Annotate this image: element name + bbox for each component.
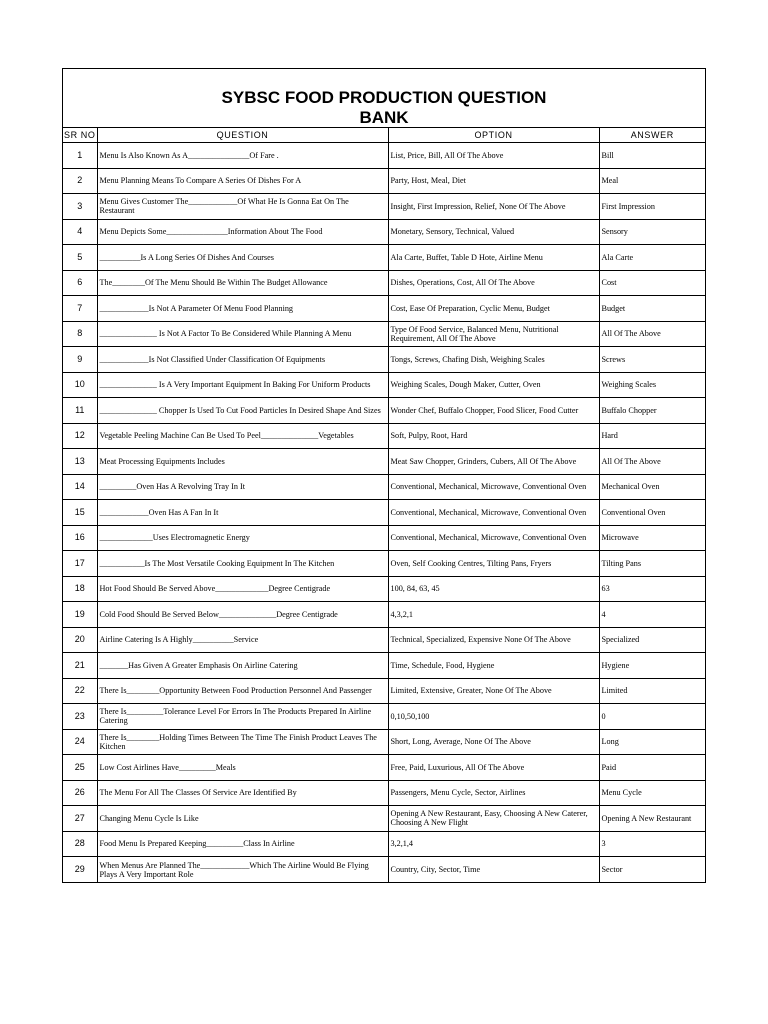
sr-cell: 13 <box>63 449 97 475</box>
option-cell: Conventional, Mechanical, Microwave, Conventional Oven <box>388 474 599 500</box>
table-row <box>63 551 705 577</box>
question-cell: Food Menu Is Prepared Keeping_________Class In Airline <box>97 831 388 857</box>
answer-cell: Meal <box>599 168 705 194</box>
table-row <box>63 168 705 194</box>
sr-cell: 5 <box>63 245 97 271</box>
sr-cell: 27 <box>63 806 97 832</box>
table-row <box>63 678 705 704</box>
sr-cell: 1 <box>63 143 97 169</box>
sr-cell: 3 <box>63 194 97 220</box>
question-cell: Menu Gives Customer The____________Of What He Is Gonna Eat On The Restaurant <box>97 194 388 220</box>
question-cell: Changing Menu Cycle Is Like <box>97 806 388 832</box>
table-row <box>63 576 705 602</box>
sr-cell: 11 <box>63 398 97 424</box>
sr-cell: 22 <box>63 678 97 704</box>
question-cell: _________Oven Has A Revolving Tray In It <box>97 474 388 500</box>
answer-cell: Microwave <box>599 525 705 551</box>
answer-cell: Weighing Scales <box>599 372 705 398</box>
sr-cell: 23 <box>63 704 97 730</box>
table-row <box>63 449 705 475</box>
answer-cell: Ala Carte <box>599 245 705 271</box>
question-cell: ______________ Chopper Is Used To Cut Food Particles In Desired Shape And Sizes <box>97 398 388 424</box>
table-row <box>63 755 705 781</box>
option-cell: Conventional, Mechanical, Microwave, Conventional Oven <box>388 525 599 551</box>
question-cell: ___________Is The Most Versatile Cooking Equipment In The Kitchen <box>97 551 388 577</box>
option-cell: Meat Saw Chopper, Grinders, Cubers, All Of The Above <box>388 449 599 475</box>
question-cell: Menu Planning Means To Compare A Series Of Dishes For A <box>97 168 388 194</box>
table-row <box>63 704 705 730</box>
question-cell: When Menus Are Planned The____________Which The Airline Would Be Flying Plays A Very Important Role <box>97 857 388 883</box>
option-cell: 3,2,1,4 <box>388 831 599 857</box>
sr-cell: 28 <box>63 831 97 857</box>
sr-cell: 6 <box>63 270 97 296</box>
answer-cell: All Of The Above <box>599 321 705 347</box>
table-row <box>63 423 705 449</box>
answer-cell: Sensory <box>599 219 705 245</box>
answer-cell: Menu Cycle <box>599 780 705 806</box>
question-cell: Meat Processing Equipments Includes <box>97 449 388 475</box>
sr-cell: 26 <box>63 780 97 806</box>
answer-cell: 63 <box>599 576 705 602</box>
question-cell: There Is_________Tolerance Level For Errors In The Products Prepared In Airline Catering <box>97 704 388 730</box>
option-cell: Country, City, Sector, Time <box>388 857 599 883</box>
table-row <box>63 500 705 526</box>
question-bank-sheet <box>62 68 706 883</box>
table-row <box>63 525 705 551</box>
sr-cell: 4 <box>63 219 97 245</box>
sr-cell: 25 <box>63 755 97 781</box>
header-sr-no: SR NO <box>63 128 97 143</box>
question-cell: Vegetable Peeling Machine Can Be Used To Peel______________Vegetables <box>97 423 388 449</box>
option-cell: Monetary, Sensory, Technical, Valued <box>388 219 599 245</box>
sr-cell: 29 <box>63 857 97 883</box>
option-cell: 100, 84, 63, 45 <box>388 576 599 602</box>
table-row <box>63 245 705 271</box>
table-row <box>63 219 705 245</box>
question-cell: _____________Uses Electromagnetic Energy <box>97 525 388 551</box>
answer-cell: Conventional Oven <box>599 500 705 526</box>
sr-cell: 20 <box>63 627 97 653</box>
answer-cell: 3 <box>599 831 705 857</box>
option-cell: Opening A New Restaurant, Easy, Choosing A New Caterer, Choosing A New Flight <box>388 806 599 832</box>
sr-cell: 8 <box>63 321 97 347</box>
table-row <box>63 857 705 883</box>
option-cell: 0,10,50,100 <box>388 704 599 730</box>
question-cell: Menu Depicts Some_______________Information About The Food <box>97 219 388 245</box>
sr-cell: 24 <box>63 729 97 755</box>
question-cell: The________Of The Menu Should Be Within The Budget Allowance <box>97 270 388 296</box>
answer-cell: Bill <box>599 143 705 169</box>
table-row <box>63 729 705 755</box>
question-cell: ______________ Is Not A Factor To Be Considered While Planning A Menu <box>97 321 388 347</box>
table-row <box>63 194 705 220</box>
answer-cell: Screws <box>599 347 705 373</box>
answer-cell: First Impression <box>599 194 705 220</box>
answer-cell: Buffalo Chopper <box>599 398 705 424</box>
sr-cell: 19 <box>63 602 97 628</box>
option-cell: Insight, First Impression, Relief, None Of The Above <box>388 194 599 220</box>
title-line-1: SYBSC FOOD PRODUCTION QUESTION <box>221 88 547 107</box>
header-question: QUESTION <box>97 128 388 143</box>
title-line-2: BANK <box>359 108 409 127</box>
question-cell: There Is________Opportunity Between Food Production Personnel And Passenger <box>97 678 388 704</box>
page-title <box>63 69 705 128</box>
answer-cell: Sector <box>599 857 705 883</box>
sr-cell: 17 <box>63 551 97 577</box>
table-row <box>63 270 705 296</box>
sr-cell: 12 <box>63 423 97 449</box>
table-row <box>63 143 705 169</box>
option-cell: Short, Long, Average, None Of The Above <box>388 729 599 755</box>
table-row <box>63 321 705 347</box>
question-cell: Low Cost Airlines Have_________Meals <box>97 755 388 781</box>
table-row <box>63 398 705 424</box>
answer-cell: Mechanical Oven <box>599 474 705 500</box>
option-cell: Ala Carte, Buffet, Table D Hote, Airline Menu <box>388 245 599 271</box>
question-cell: The Menu For All The Classes Of Service Are Identified By <box>97 780 388 806</box>
table-row <box>63 474 705 500</box>
option-cell: Passengers, Menu Cycle, Sector, Airlines <box>388 780 599 806</box>
option-cell: Time, Schedule, Food, Hygiene <box>388 653 599 679</box>
option-cell: Party, Host, Meal, Diet <box>388 168 599 194</box>
option-cell: Type Of Food Service, Balanced Menu, Nutritional Requirement, All Of The Above <box>388 321 599 347</box>
option-cell: Free, Paid, Luxurious, All Of The Above <box>388 755 599 781</box>
option-cell: Wonder Chef, Buffalo Chopper, Food Slicer, Food Cutter <box>388 398 599 424</box>
answer-cell: Long <box>599 729 705 755</box>
answer-cell: Cost <box>599 270 705 296</box>
question-cell: Airline Catering Is A Highly__________Service <box>97 627 388 653</box>
header-option: OPTION <box>388 128 599 143</box>
answer-cell: All Of The Above <box>599 449 705 475</box>
answer-cell: Limited <box>599 678 705 704</box>
answer-cell: 0 <box>599 704 705 730</box>
option-cell: Soft, Pulpy, Root, Hard <box>388 423 599 449</box>
answer-cell: Budget <box>599 296 705 322</box>
answer-cell: Specialized <box>599 627 705 653</box>
sr-cell: 7 <box>63 296 97 322</box>
option-cell: Tongs, Screws, Chafing Dish, Weighing Scales <box>388 347 599 373</box>
sr-cell: 21 <box>63 653 97 679</box>
question-cell: Hot Food Should Be Served Above_____________Degree Centigrade <box>97 576 388 602</box>
question-cell: ____________Is Not Classified Under Classification Of Equipments <box>97 347 388 373</box>
table-row <box>63 653 705 679</box>
sr-cell: 10 <box>63 372 97 398</box>
question-cell: ______________ Is A Very Important Equipment In Baking For Uniform Products <box>97 372 388 398</box>
header-answer: ANSWER <box>599 128 705 143</box>
question-cell: Menu Is Also Known As A_______________Of Fare . <box>97 143 388 169</box>
option-cell: Cost, Ease Of Preparation, Cyclic Menu, Budget <box>388 296 599 322</box>
answer-cell: 4 <box>599 602 705 628</box>
table-row <box>63 780 705 806</box>
question-cell: Cold Food Should Be Served Below______________Degree Centigrade <box>97 602 388 628</box>
sr-cell: 14 <box>63 474 97 500</box>
question-cell: _______Has Given A Greater Emphasis On Airline Catering <box>97 653 388 679</box>
table-row <box>63 831 705 857</box>
table-row <box>63 602 705 628</box>
option-cell: Conventional, Mechanical, Microwave, Conventional Oven <box>388 500 599 526</box>
answer-cell: Tilting Pans <box>599 551 705 577</box>
header-row <box>63 128 705 143</box>
option-cell: Weighing Scales, Dough Maker, Cutter, Oven <box>388 372 599 398</box>
option-cell: Oven, Self Cooking Centres, Tilting Pans, Fryers <box>388 551 599 577</box>
answer-cell: Hygiene <box>599 653 705 679</box>
table-row <box>63 806 705 832</box>
question-cell: ____________Is Not A Parameter Of Menu Food Planning <box>97 296 388 322</box>
option-cell: List, Price, Bill, All Of The Above <box>388 143 599 169</box>
question-cell: There Is________Holding Times Between The Time The Finish Product Leaves The Kitchen <box>97 729 388 755</box>
sr-cell: 18 <box>63 576 97 602</box>
table-row <box>63 372 705 398</box>
answer-cell: Hard <box>599 423 705 449</box>
table-row <box>63 347 705 373</box>
answer-cell: Opening A New Restaurant <box>599 806 705 832</box>
question-cell: __________Is A Long Series Of Dishes And Courses <box>97 245 388 271</box>
question-cell: ____________Oven Has A Fan In It <box>97 500 388 526</box>
option-cell: 4,3,2,1 <box>388 602 599 628</box>
table-row <box>63 296 705 322</box>
answer-cell: Paid <box>599 755 705 781</box>
sr-cell: 16 <box>63 525 97 551</box>
sr-cell: 2 <box>63 168 97 194</box>
option-cell: Limited, Extensive, Greater, None Of The Above <box>388 678 599 704</box>
table-row <box>63 627 705 653</box>
option-cell: Technical, Specialized, Expensive None Of The Above <box>388 627 599 653</box>
question-table <box>63 128 705 882</box>
sr-cell: 9 <box>63 347 97 373</box>
option-cell: Dishes, Operations, Cost, All Of The Above <box>388 270 599 296</box>
sr-cell: 15 <box>63 500 97 526</box>
